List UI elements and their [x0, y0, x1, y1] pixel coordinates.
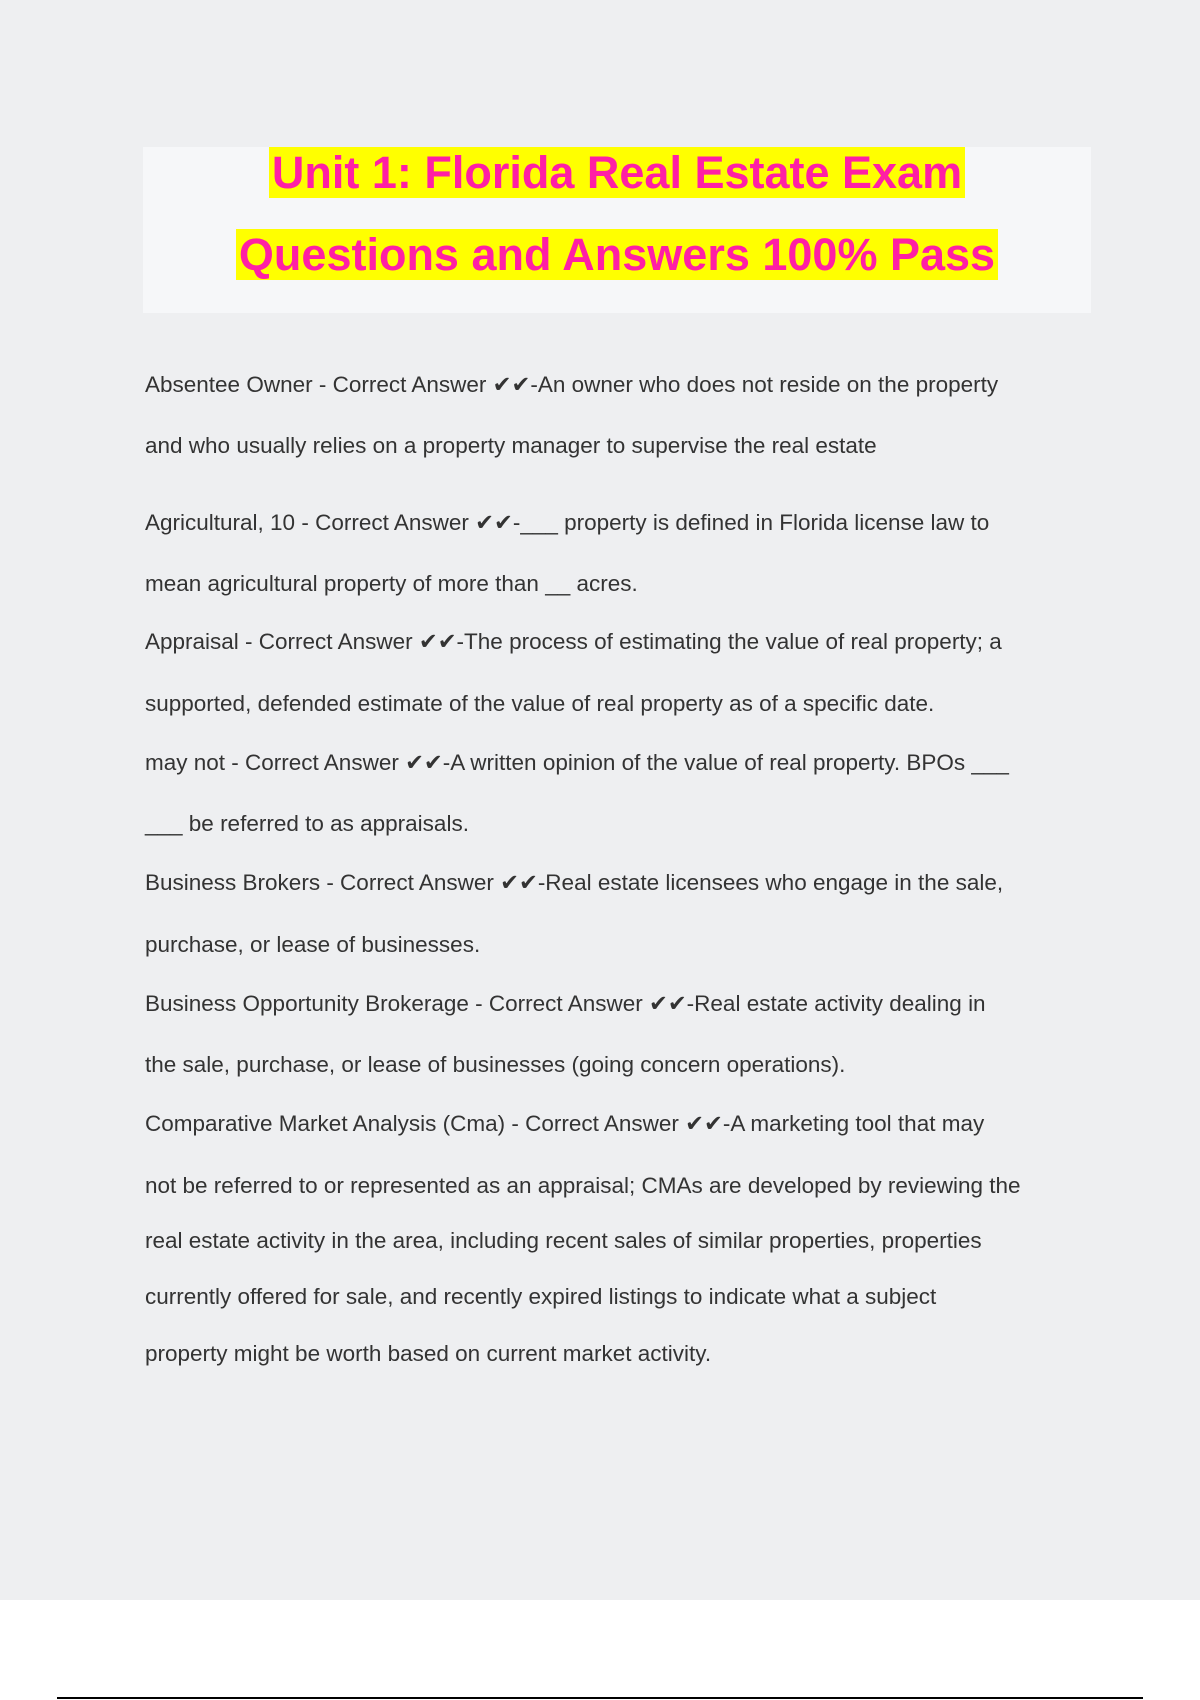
body-line: supported, defended estimate of the value of real property as of a specific date.: [145, 691, 935, 716]
body-line: Business Brokers - Correct Answer ✔✔-Real estate licensees who engage in the sale,: [145, 870, 1004, 895]
document-title-line-1: [143, 146, 1091, 200]
body-line: property might be worth based on current market activity.: [145, 1341, 712, 1366]
body-line: mean agricultural property of more than __ acres.: [145, 571, 638, 596]
body-line: and who usually relies on a property manager to supervise the real estate: [145, 433, 877, 458]
body-line: not be referred to or represented as an appraisal; CMAs are developed by reviewing the: [145, 1173, 1021, 1198]
body-line: the sale, purchase, or lease of businesses (going concern operations).: [145, 1052, 846, 1077]
body-line: real estate activity in the area, including recent sales of similar properties, properties: [145, 1228, 982, 1253]
body-line: currently offered for sale, and recently expired listings to indicate what a subject: [145, 1284, 937, 1309]
body-line: Business Opportunity Brokerage - Correct Answer ✔✔-Real estate activity dealing in: [145, 991, 986, 1016]
body-line: ___ be referred to as appraisals.: [145, 811, 469, 836]
page-bottom-divider: [57, 1697, 1143, 1699]
body-line: Comparative Market Analysis (Cma) - Correct Answer ✔✔-A marketing tool that may: [145, 1111, 985, 1136]
body-line: Appraisal - Correct Answer ✔✔-The process of estimating the value of real property; a: [145, 629, 1002, 654]
body-line: may not - Correct Answer ✔✔-A written opinion of the value of real property. BPOs ___: [145, 750, 1009, 775]
body-line: purchase, or lease of businesses.: [145, 932, 481, 957]
title-highlight: Questions and Answers 100% Pass: [236, 229, 998, 280]
body-line: Agricultural, 10 - Correct Answer ✔✔-___ property is defined in Florida license law to: [145, 510, 990, 535]
body-line: Absentee Owner - Correct Answer ✔✔-An owner who does not reside on the property: [145, 372, 999, 397]
document-title-line-2: [143, 228, 1091, 282]
title-highlight: Unit 1: Florida Real Estate Exam: [269, 147, 965, 198]
